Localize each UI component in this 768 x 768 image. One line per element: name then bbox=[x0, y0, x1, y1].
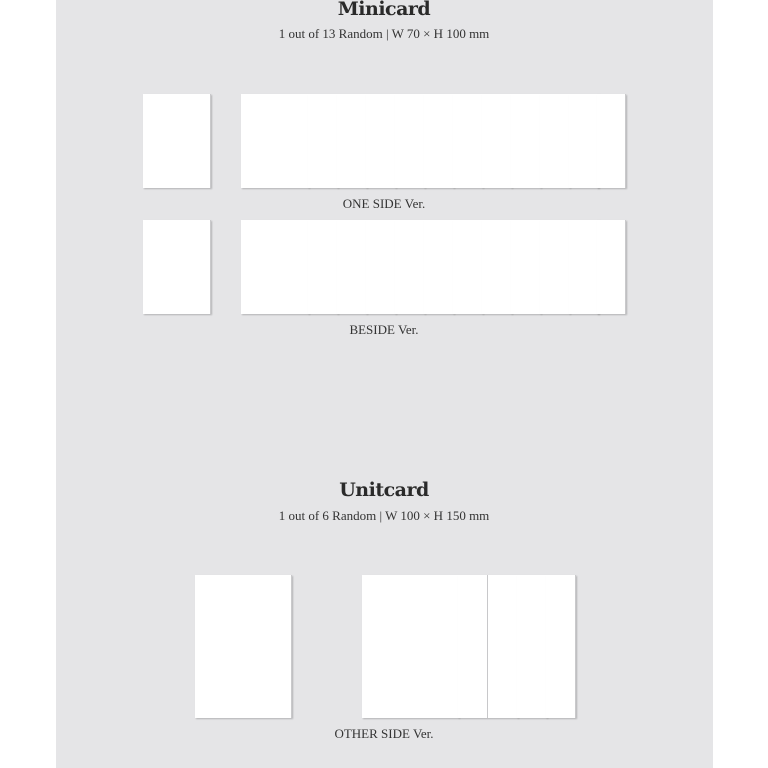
unitcard-other-side-label: OTHER SIDE Ver. bbox=[334, 726, 434, 741]
minicard-stack-card bbox=[395, 94, 425, 188]
minicard-stack-card bbox=[308, 94, 338, 188]
minicard-stack-card bbox=[424, 220, 454, 314]
minicard-title: Minicard bbox=[337, 0, 431, 20]
minicard-stack-card bbox=[569, 94, 599, 188]
minicard-stack-card bbox=[511, 220, 541, 314]
minicard-stack-card bbox=[395, 220, 425, 314]
minicard-single-card bbox=[143, 94, 211, 188]
unitcard-stack-card bbox=[488, 575, 518, 718]
minicard-stack-card bbox=[453, 94, 483, 188]
minicard-one-side-label: ONE SIDE Ver. bbox=[342, 196, 426, 211]
minicard-stack-card bbox=[482, 220, 512, 314]
minicard-stack-card bbox=[597, 220, 626, 314]
minicard-single-card bbox=[143, 220, 211, 314]
minicard-stack-card bbox=[337, 94, 367, 188]
minicard-stack-card bbox=[511, 94, 541, 188]
minicard-stack-card bbox=[597, 94, 626, 188]
unitcard-stack-front-card bbox=[362, 575, 459, 718]
minicard-stack-card bbox=[366, 94, 396, 188]
minicard-beside-label: BESIDE Ver. bbox=[349, 322, 419, 337]
minicard-stack-card bbox=[540, 220, 570, 314]
minicard-stack-card bbox=[540, 94, 570, 188]
unitcard-subtitle: 1 out of 6 Random | W 100 × H 150 mm bbox=[278, 508, 490, 523]
minicard-stack-card bbox=[482, 94, 512, 188]
minicard-stack-front-card bbox=[241, 220, 309, 314]
unitcard-stack-card bbox=[458, 575, 488, 718]
unitcard-stack-card bbox=[517, 575, 547, 718]
minicard-stack-card bbox=[424, 94, 454, 188]
minicard-stack-card bbox=[453, 220, 483, 314]
minicard-stack-card bbox=[366, 220, 396, 314]
unitcard-stack-card bbox=[546, 575, 576, 718]
minicard-subtitle: 1 out of 13 Random | W 70 × H 100 mm bbox=[278, 26, 490, 41]
minicard-stack-front-card bbox=[241, 94, 309, 188]
minicard-stack-card bbox=[569, 220, 599, 314]
minicard-stack-card bbox=[308, 220, 338, 314]
unitcard-title: Unitcard bbox=[339, 479, 429, 501]
minicard-stack-card bbox=[337, 220, 367, 314]
unitcard-single-card bbox=[195, 575, 292, 718]
